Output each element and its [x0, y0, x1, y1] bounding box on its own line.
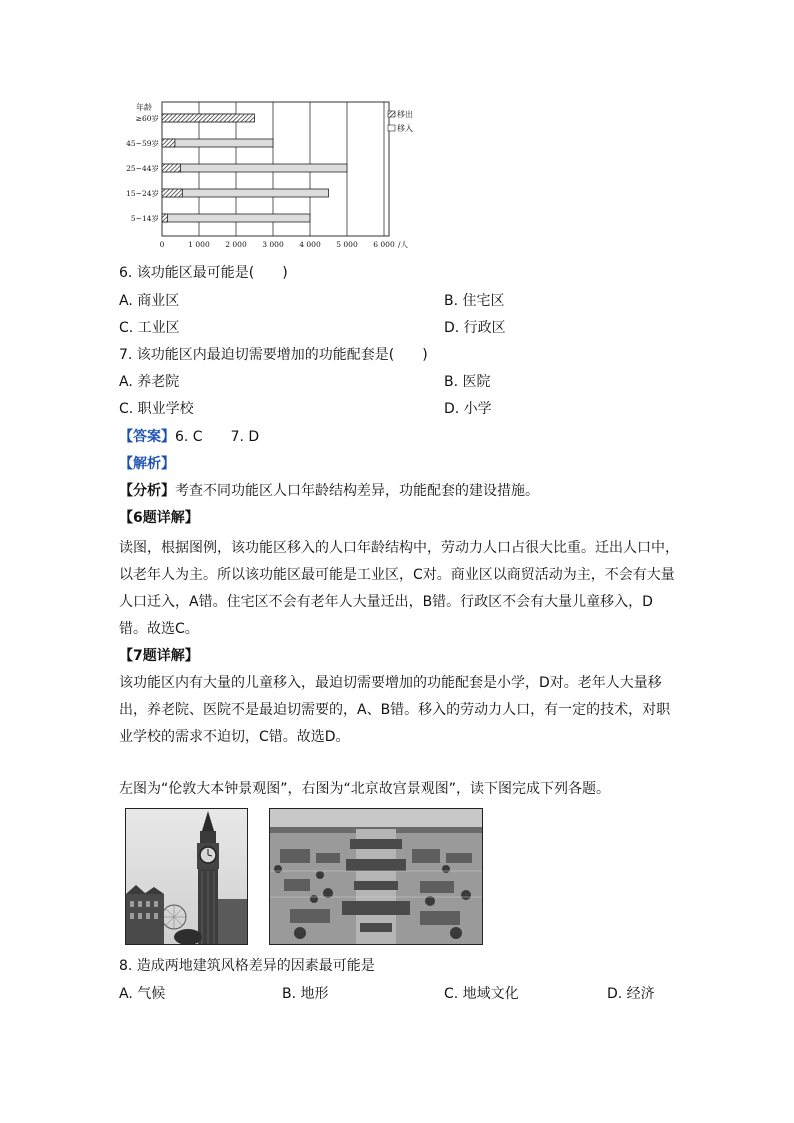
forbidden-city-photo [269, 808, 483, 945]
legend-label-in: 移入 [397, 124, 413, 133]
bar-out-migration [162, 139, 175, 147]
bar-out-migration [162, 164, 181, 172]
bar-in-migration [162, 214, 310, 222]
q8-option-c: C. 地域文化 [444, 986, 519, 1002]
bar-in-migration [162, 189, 329, 197]
question-6-stem: 6. 该功能区最可能是( ) [119, 265, 288, 281]
answer-label: 【答案】 [119, 429, 175, 445]
bar-in-migration [162, 164, 347, 172]
population-migration-chart [120, 98, 420, 250]
answer-line [119, 427, 259, 447]
q6-option-a: A. 商业区 [119, 293, 180, 309]
x-tick-label: 6 000 [373, 240, 395, 249]
detail-7-body: 该功能区内有大量的儿童移入，最迫切需要增加的功能配套是小学，D对。老年人大量移出，养老院、医院不是最迫切需要的，A、B错。移入的劳动力人口，有一定的技术，对职业学校的需求不迫切，C错。故选D。 [119, 675, 671, 745]
bar-out-migration [162, 114, 255, 122]
legend-label-out: 移出 [397, 110, 413, 119]
detail-7-heading: 【7题详解】 [119, 648, 199, 664]
bar-out-migration [162, 189, 182, 197]
q8-option-a: A. 气候 [119, 986, 166, 1002]
answer-text: 6. C 7. D [175, 429, 260, 445]
legend-swatch-out [388, 111, 395, 117]
summary-label: 【分析】 [119, 483, 175, 499]
question-8-stem: 8. 造成两地建筑风格差异的因素最可能是 [119, 958, 375, 974]
x-tick-label: 2 000 [225, 240, 247, 249]
analysis-heading: 【解析】 [119, 456, 175, 472]
q6-option-b: B. 住宅区 [444, 293, 505, 309]
summary-line [119, 481, 539, 501]
y-tick-label: 45~59岁 [126, 139, 159, 148]
y-axis-title: 年龄 [136, 103, 152, 112]
q6-option-d: D. 行政区 [444, 320, 506, 336]
detail-6-heading: 【6题详解】 [119, 510, 199, 526]
summary-text: 考查不同功能区人口年龄结构差异，功能配套的建设措施。 [175, 483, 539, 499]
x-unit-label: /人 [398, 240, 409, 249]
intro-text: 左图为“伦敦大本钟景观图”，右图为“北京故宫景观图”，读下图完成下列各题。 [119, 781, 611, 797]
legend-swatch-in [388, 125, 395, 131]
x-tick-label: 4 000 [299, 240, 321, 249]
q6-option-c: C. 工业区 [119, 320, 180, 336]
bar-in-migration [162, 139, 273, 147]
q7-option-c: C. 职业学校 [119, 401, 194, 417]
q8-option-b: B. 地形 [282, 986, 329, 1002]
q8-option-d: D. 经济 [607, 986, 655, 1002]
y-tick-label: ≥60岁 [135, 114, 159, 123]
question-7-stem: 7. 该功能区内最迫切需要增加的功能配套是( ) [119, 347, 428, 363]
q7-option-a: A. 养老院 [119, 374, 180, 390]
q7-option-b: B. 医院 [444, 374, 491, 390]
y-tick-label: 5~14岁 [130, 214, 159, 223]
x-tick-label: 0 [159, 240, 165, 249]
x-tick-label: 3 000 [262, 240, 284, 249]
y-tick-label: 25~44岁 [126, 164, 159, 173]
q7-option-d: D. 小学 [444, 401, 492, 417]
big-ben-photo [125, 808, 248, 945]
y-tick-label: 15~24岁 [126, 189, 159, 198]
detail-6-body: 读图，根据图例，该功能区移入的人口年龄结构中，劳动力人口占很大比重。迁出人口中，以老年人为主。所以该功能区最可能是工业区，C对。商业区以商贸活动为主，不会有大量人口迁入，A错。住宅区不会有老年人大量迁出，B错。行政区不会有大量儿童移入，D错。故选C。 [119, 540, 679, 637]
bar-out-migration [162, 214, 168, 222]
x-tick-label: 5 000 [336, 240, 358, 249]
x-tick-label: 1 000 [188, 240, 210, 249]
